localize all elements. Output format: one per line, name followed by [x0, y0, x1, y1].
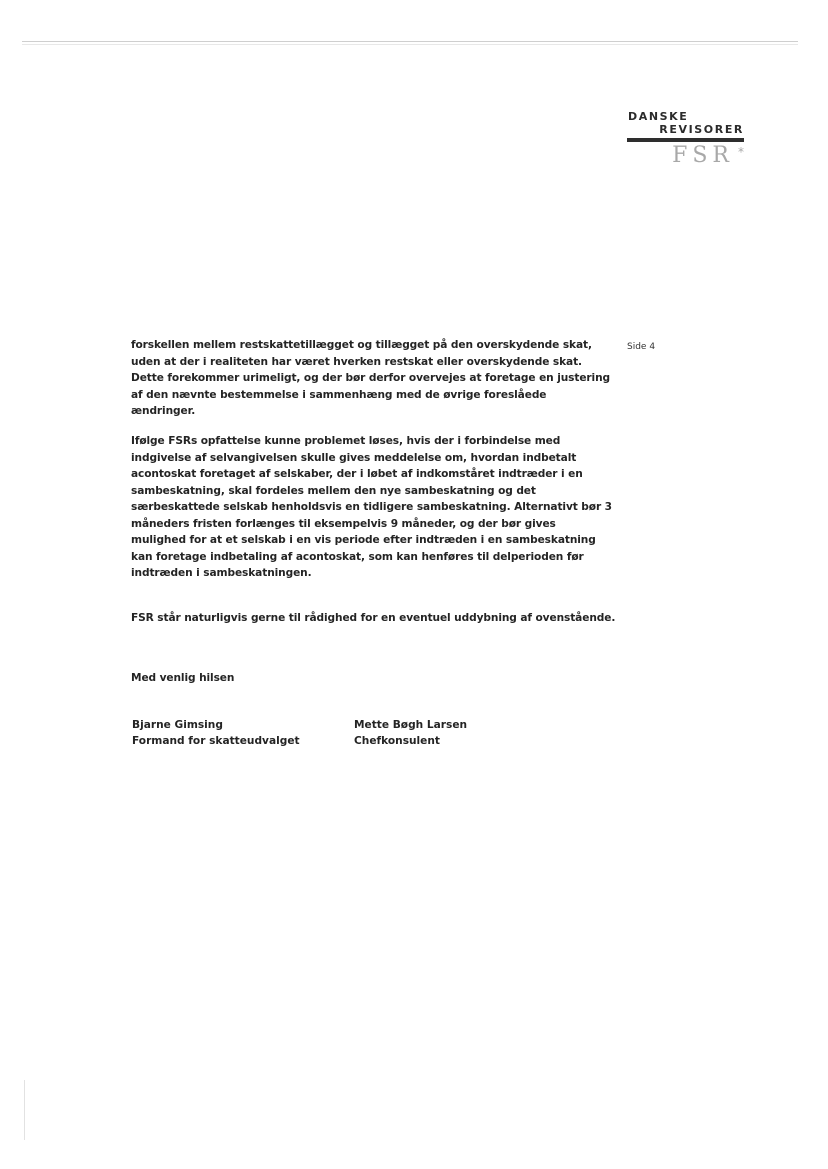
- paragraph-3: [131, 610, 616, 627]
- text-line: acontoskat foretaget af selskaber, der i løbet af indkomståret indtræder i en: [131, 468, 583, 480]
- signatory-name: Bjarne Gimsing: [132, 719, 223, 731]
- text-line: måneders fristen forlænges til eksempelvis 9 måneder, og der bør gives: [131, 517, 556, 530]
- text-line: sambeskatning, skal fordeles mellem den nye sambeskatning og det: [131, 484, 536, 497]
- scan-edge-line: [22, 41, 798, 42]
- logo-bar: [627, 138, 744, 142]
- logo-text-revisorer: REVISORER: [659, 123, 744, 136]
- signatory-title: Formand for skatteudvalget: [132, 735, 300, 747]
- text-line: særbeskattede selskab henholdsvis en tidligere sambeskatning. Alternativt bør 3: [131, 501, 612, 513]
- scan-edge-mark: [24, 1080, 25, 1140]
- signature-right: [354, 717, 467, 749]
- fsr-logo: [624, 110, 746, 170]
- text-line: ændringer.: [131, 405, 196, 417]
- text-line: kan foretage indbetaling af acontoskat, som kan henføres til delperioden før: [131, 550, 584, 563]
- text-line: indtræden i sambeskatningen.: [131, 567, 312, 579]
- scan-edge-line-secondary: [22, 44, 798, 45]
- paragraph-1: [131, 337, 611, 420]
- text-line: FSR står naturligvis gerne til rådighed for en eventuel uddybning af ovenstående.: [131, 612, 616, 624]
- signatory-title: Chefkonsulent: [354, 735, 440, 747]
- signature-left: [132, 717, 300, 749]
- text-line: Med venlig hilsen: [131, 672, 235, 684]
- signatory-name: Mette Bøgh Larsen: [354, 719, 468, 731]
- text-line: uden at der i realiteten har været hverken restskat eller overskydende skat.: [131, 355, 582, 368]
- logo-star: *: [738, 145, 744, 159]
- text-line: indgivelse af selvangivelsen skulle gives meddelelse om, hvordan indbetalt: [131, 451, 577, 464]
- text-line: mulighed for at et selskab i en vis periode efter indtræden i en sambeskatning: [131, 534, 596, 546]
- text-line: af den nævnte bestemmelse i sammenhæng med de øvrige foreslåede: [131, 388, 547, 401]
- text-line: forskellen mellem restskattetillægget og tillægget på den overskydende skat,: [131, 339, 592, 351]
- logo-mark-fsr: FSR: [672, 143, 734, 168]
- text-line: Dette forekommer urimeligt, og der bør derfor overvejes at foretage en justering: [131, 372, 611, 384]
- text-line: Ifølge FSRs opfattelse kunne problemet løses, hvis der i forbindelse med: [131, 435, 561, 447]
- closing-greeting: [131, 670, 601, 687]
- logo-text-danske: DANSKE: [628, 110, 689, 123]
- page-number: Side 4: [627, 342, 656, 352]
- paragraph-2: [131, 433, 612, 582]
